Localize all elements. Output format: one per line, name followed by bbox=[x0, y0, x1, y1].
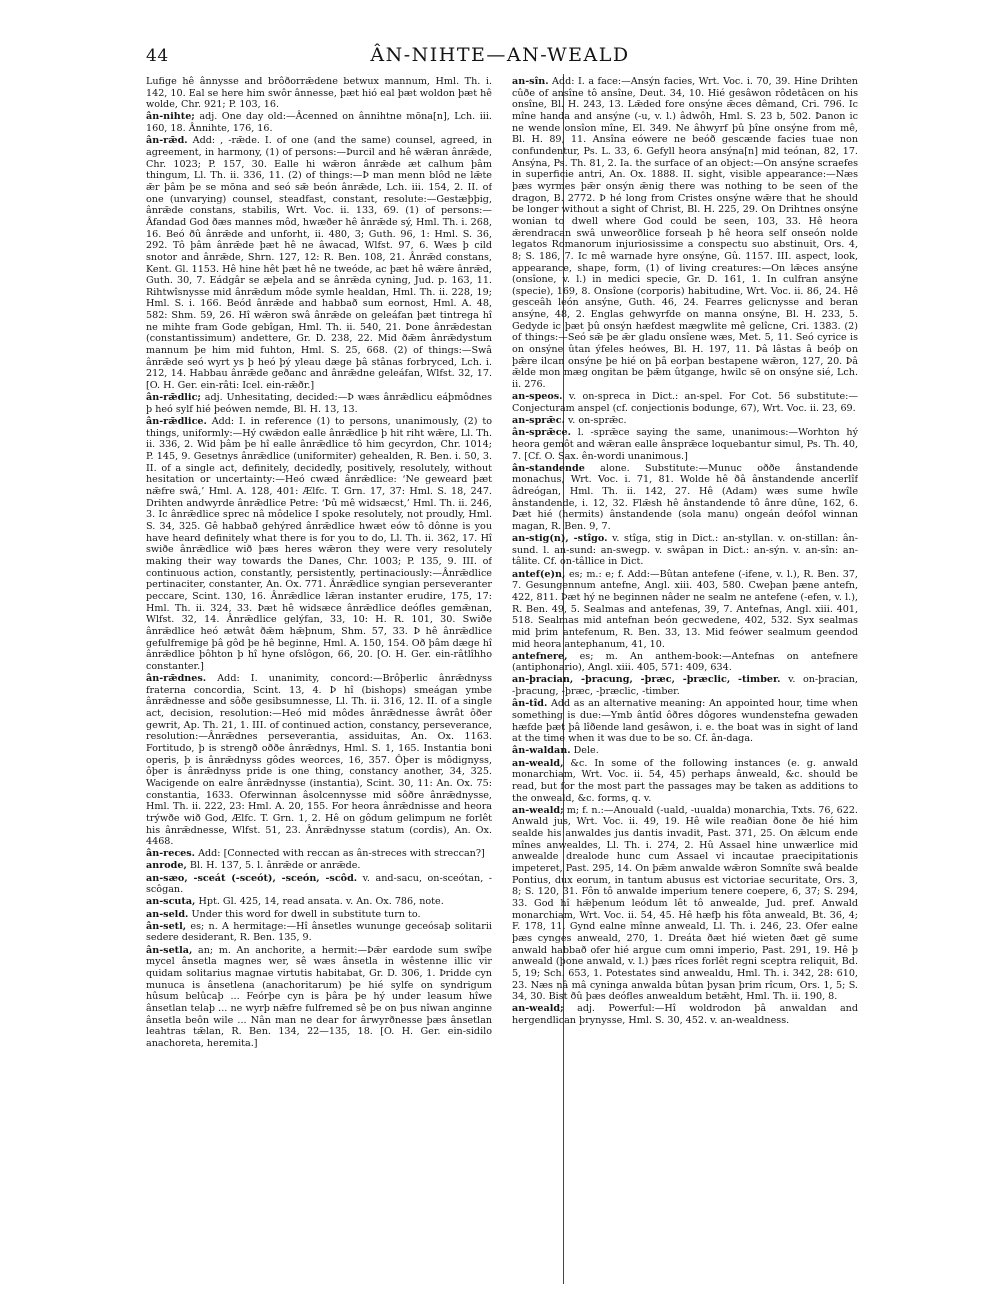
dictionary-entry bbox=[512, 1003, 858, 1026]
dictionary-entry bbox=[146, 860, 492, 872]
dictionary-entry bbox=[512, 569, 858, 651]
dictionary-entry bbox=[512, 76, 858, 391]
entry-text: Add as an alternative meaning: An appointed hour, time when something is due:—Ymb ântîd ôðres dôgores wundenstefna gewaden hæfde þæt þâ lîðende land gesâwon, i. e. the boat was in sight of land at the time when it was due to be so. Cf. ân-daga. bbox=[512, 698, 858, 745]
dictionary-entry bbox=[146, 896, 492, 908]
entry-headword: ân-tîd. bbox=[512, 698, 548, 710]
running-head: ÂN-NIHTE—AN-WEALD bbox=[370, 44, 630, 66]
dictionary-entry bbox=[146, 945, 492, 1050]
entry-headword: ân-standende bbox=[512, 462, 585, 474]
entry-text: v. stîga, stig in Dict.: an-styllan. v. on-stillan: ân-sund. l. an-sund: an-swegp. v. swâpan in Dict.: an-sýn. v. an-sîn: an-tâlite. Cf. on-tâllice in Dict. bbox=[512, 533, 858, 568]
entry-text: Add: I. unanimity, concord:—Brôþerlic ânrǣdnyss fraterna concordia, Scint. 13, 4. Þ hî (bishops) smeágan ymbe ânrǣdnesse and sôðe gesibsumnesse, Ll. Th. ii. 316, 12. II. of a single act, decision, resolution:—Heó mid môdes ânrǣdnesse âwrât ôðer gewrit, Ap. Th. 21, 1. III. of continued action, constancy, perseverance, resolution:—Ânrǣdnes perseverantia, assiduitas, An. Ox. 1163. Fortitudo, þ is strengð oððe ânrǣdnys, Hml. S. 1, 165. Instantia boni operis, þ is ânrǣdnyss gôdes weorces, 16, 357. Ôþer is môdignyss, ôþer is ânrǣdnyss pride is one thing, constancy another, 34, 325. Wacigende on ealre ânrǣdnysse (instantia), Scint. 30, 11: An. Ox. 75: constantia, 1633. Oferwinnan âsolcennysse mid sôðre ânrǣdnysse, Hml. Th. ii. 222, 23: Hml. A. 20, 155. For heora ânrǣdnisse and heora trýwðe wið God, Ælfc. T. Grn. 1, 2. Hê on gôdum gelimpum ne forlêt his ânrǣdnesse, Wlfst. 51, 23. Ânrǣdnysse statum (cordis), An. Ox. 4468. bbox=[146, 672, 492, 848]
dictionary-entry bbox=[512, 674, 858, 697]
columns bbox=[146, 76, 858, 1280]
page-number: 44 bbox=[146, 46, 169, 66]
entry-text: v. on-spreca in Dict.: an-spel. For Cot. 56 substitute:—Conjecturam anspel (cf. conjectionis bodunge, 67), Wrt. Voc. ii. 23, 69. bbox=[512, 391, 858, 414]
entry-headword: ân-sprǣce. bbox=[512, 427, 571, 439]
left-column bbox=[146, 76, 492, 1280]
dictionary-entry bbox=[146, 921, 492, 944]
dictionary-entry bbox=[146, 392, 492, 415]
dictionary-entry bbox=[512, 758, 858, 805]
entry-text: alone. Substitute:—Munuc oððe ânstandende monachus, Wrt. Voc. i. 71, 81. Wolde hê ðâ ânstandende ancerlîf âdreógan, Hml. Th. ii. 142, 27. Hê (Adam) wæs sume hwîle ânstandende, i. 12, 32. Flǣsh hê ânstandende tô ânre dûne, 162, 6. Þæt hié (hermits) ânstandende (sola manu) ongeán deófol winnan magan, R. Ben. 9, 7. bbox=[512, 462, 858, 532]
entry-text: Add: I. a face:—Ansýn facies, Wrt. Voc. i. 70, 39. Hine Drihten cûðe of ansîne tô ansîne, Deut. 34, 10. Hié gesâwon rôdetâcen on his onsîne, Bl. H. 243, 13. Lǣded fore onsýne ǣces dêmand, Cri. 796. Ic mîne handa and ansýne (-u, v. l.) âdwôh, Hml. S. 23 b, 502. Þanon ic ne wende onsîon mîne, El. 349. Ne âhwyrf þû þîne onsýne from mê, Bl. H. 89, 11. Ansîna eówere ne beóð gescænde facies tuae non confundentur, Ps. L. 33, 6. Gefyll heora ansýna[n] mid teónan, 82, 17. Ansýna, Ps. Th. 81, 2. Ia. the surface of an object:—On ansýne scraefes in superficie antri, An. Ox. 1888. II. sight, visible appearance:—Næs þæs wyrmes þǣr onsýn ǣnig there was nothing to be seen of the dragon, B. 2772. Þ hé long from Cristes onsýne wǣre that he should be longer without a sight of Christ, Bl. H. 225, 29. On Drihtnes onsýne wonian to dwell where God could be seen, 103, 33. Hê heora ǣrendracan swâ unweorðlice forseah þ hê heora self onseón nolde legatos Romanorum injuriosissime a conspectu suo abstinuit, Ors. 4, 8; S. 186, 7. Ic mê warnade hyre onsýne, Gû. 1157. III. aspect, look, appearance, shape, form, (1) of living creatures:—On lǣces ansýne (onsîone, v. l.) in medici specie, Gr. D. 161, 1. In culfran ansýne (specie), 169, 8. Onsîone (corporis) habitudine, Wrt. Voc. ii. 86, 24. Hê gesceâh león ansýne, Guth. 46, 24. Fearres gelicnysse and beran ansýne, 48, 2. Englas gehwyrfde on manna onsýne, Bl. H. 233, 5. Gedyde ic þæt þû onsýn hæfdest mægwlite mê gelîcne, Cri. 1383. (2) of things:—Seó sǣ þe ǣr gladu onsîene wæs, Met. 5, 11. Seó cyrice is on onsýne ûtan ýfeles heówes, Bl. H. 197, 11. Þâ lâstas â beóþ on þǣre ilcan onsýne þe hié on þâ eorþan bestapene wǣron, 127, 20. Þâ ǣlde mon mæg ongitan be þǣm ûtgange, hwilc sē on onsýne sié, Lch. ii. 276. bbox=[512, 76, 858, 391]
entry-headword: an-speos. bbox=[512, 391, 563, 403]
dictionary-entry bbox=[146, 111, 492, 134]
entry-text: an; m. An anchorite, a hermit:—Þǣr eardode sum swîþe mycel ânsetla magnes wer, sê wæs ânsetla in wêstenne illic vir quidam solitarius magnae virtutis habitabat, Gr. D. 306, 1. Þridde cyn munuca is ânsetlena (anachoritarum) þe hié sylfe on syndrigum hûsum belûcaþ ... Feórþe cyn is þâra þe hý under leasum hîwe ânsetlan telaþ ... ne wyrþ nǣfre fulfremed sê þe on þus nîwan anginne ânsetla beôn wile ... Nân man ne dear for ârwyrðnesse þæs ânsetlan leahtras tǣlan, R. Ben. 134, 22—135, 18. [O. H. Ger. ein-sidilo anachoreta, heremita.] bbox=[146, 944, 492, 1049]
entry-headword: ân-rǣdnes. bbox=[146, 672, 207, 684]
dictionary-entry bbox=[146, 909, 492, 921]
entry-headword: an-stig(n), -stîgo. bbox=[512, 533, 608, 545]
entry-headword: antef(e)n, bbox=[512, 568, 566, 580]
entry-text: adj. One day old:—Âcenned on ânnihtne mōna[n], Lch. iii. 160, 18. Ânnihte, 176, 16. bbox=[146, 111, 492, 135]
entry-text: es; m. An anthem-book:—Antefnas on antefnere (antiphonario), Angl. xiii. 405, 571: 409, 634. bbox=[512, 650, 858, 674]
entry-text: Bl. H. 137, 5. l. ânrǣde or anrǣde. bbox=[189, 860, 361, 872]
entry-text: Under this word for dwell in substitute turn to. bbox=[191, 908, 421, 920]
entry-text: adj. Unhesitating, decided:—Þ wæs ânrǣdlicu eáþmôdnes þ heó sylf hié þeówen nemde, Bl. H. 13, 13. bbox=[146, 392, 492, 415]
entry-text: Add: , -rǣde. I. of one (and the same) counsel, agreed, in agreement, in harmony, (1) of persons:—Þurcil and hê wǣran ânrǣde, Chr. 1023; P. 157, 30. Ealle hi wǣron ânrǣde æt calhum þâm thingum, Ll. Th. ii. 336, 11. (2) of things:—Þ man menn blôd ne lǣte ǣr þâm þe se mōna and seó sǣ beón ânrǣde, Lch. iii. 154, 2. II. of one (unvarying) counsel, steadfast, constant, resolute:—Gestæþþig, ânrǣde constans, stabilis, Wrt. Voc. ii. 133, 69. (1) of persons:—Âfandad God ðæs mannes môd, hwæðer hê ânrǣde sý, Hml. Th. i. 268, 16. Beó ðû ânrǣde and unforht, ii. 480, 3; Guth. 96, 1: Hml. S. 36, 292. Tô þâm ânrǣde þæt hê ne âwacad, Wlfst. 97, 6. Wæs þ cild snotor and ânrǣde, Shrn. 127, 12: R. Ben. 108, 21. Ânrǣd constans, Kent. Gl. 1153. Hê hine hêt þæt hê ne tweóde, ac þæt hê wǣre ânrǣd, Guth. 30, 7. Eádgâr se æþela and se ânrǣda cyning, Jud. p. 163, 11. Rihtwîsnysse mid ânrǣdum môde symle healdan, Hml. Th. ii. 228, 19; Hml. S. i. 166. Beód ânrǣde and habbað sum eornost, Hml. A. 48, 582: Shm. 59, 26. Hî wǣron swâ ânrǣde on geleáfan þæt tintrega hî ne mihte fram Gode gebîgan, Hml. Th. ii. 540, 21. Þone ânrǣdestan (constantissimum) andettere, Gr. D. 238, 22. Mid ðǣm ânrǣdystum mannum þe him mid fuhton, Hml. S. 25, 668. (2) of things:—Swâ ânrǣde seó wyrt ys þ heó þý yleau dæge þâ stânas forbryced, Lch. i. 212, 14. Habbau ânrǣde geðanc and ânrǣdne geleáfan, Wlfst. 32, 17. [O. H. Ger. ein-râti: Icel. ein-rǣðr.] bbox=[146, 135, 492, 392]
dictionary-entry bbox=[512, 463, 858, 533]
entry-headword: an-seld. bbox=[146, 908, 189, 920]
entry-headword: an-weald; bbox=[512, 1003, 564, 1015]
entry-headword: ân-rǣd. bbox=[146, 135, 188, 147]
entry-text: &c. In some of the following instances (e. g. anwald monarchiam, Wrt. Voc. ii. 54, 45) perhaps ânweald, &c. should be read, but for the most part the passages may be taken as additions to the onweald, &c. forms, q. v. bbox=[512, 757, 858, 804]
entry-headword: an-weald; bbox=[512, 804, 564, 816]
entry-text: Hpt. Gl. 425, 14, read ansata. v. An. Ox. 786, note. bbox=[198, 896, 444, 908]
dictionary-entry bbox=[146, 135, 492, 391]
entry-headword: antefnere, bbox=[512, 650, 568, 662]
entry-headword: anrode, bbox=[146, 860, 187, 872]
entry-headword: ân-rǣdlice. bbox=[146, 416, 207, 428]
entry-headword: ân-setla, bbox=[146, 944, 193, 956]
entry-headword: ân-reces. bbox=[146, 848, 196, 860]
entry-headword: ân-nihte; bbox=[146, 111, 195, 123]
entry-text: l. -sprǣce saying the same, unanimous:—Worhton hý heora gemôt and wǣran ealle ânsprǣce loquebantur simul, Ps. Th. 40, 7. [Cf. O. Sax. ên-wordi unanimous.] bbox=[512, 427, 858, 462]
dictionary-entry bbox=[512, 651, 858, 674]
entry-headword: an-sæo, -sceát (-sceót), -sceón, -scôd. bbox=[146, 872, 358, 884]
entry-headword: an-scuta, bbox=[146, 896, 196, 908]
entry-headword: an-sîn. bbox=[512, 76, 549, 87]
entry-headword: ân-waldan. bbox=[512, 745, 571, 757]
right-column bbox=[512, 76, 858, 1280]
dictionary-entry bbox=[146, 848, 492, 860]
dictionary-entry bbox=[512, 698, 858, 745]
entry-headword: ân-setl, bbox=[146, 920, 187, 932]
entry-text: Lufige hê ânnysse and brôðorrǣdene betwux mannum, Hml. Th. i. 142, 10. Eal se here him swôr ânnesse, þæt hió eal þæt woldon þæt hê wolde, Chr. 921; P. 103, 16. bbox=[146, 76, 492, 111]
entry-headword: an-þracian, -þracung, -þræc, -þræclic, -timber. bbox=[512, 674, 781, 686]
entry-text: Add: I. in reference (1) to persons, unanimously, (2) to things, uniformly:—Hý cwǣdon ealle ânrǣdlice þ hit riht wǣre, Ll. Th. ii. 336, 2. Wid þâm þe hî ealle ânrǣdlice tô him gecyrdon, Chr. 1014; P. 145, 9. Gesetnys ânrǣdlice (uniformiter) gehealden, R. Ben. i. 50, 3. II. of a single act, definitely, decidedly, positively, resolutely, without hesitation or uncertainty:—Heó cwæd ânrǣdlice: ‘Ne geweard þæt nǣfre swâ,’ Hml. A. 128, 401: Ælfc. T. Grn. 17, 37: Hml. S. 18, 247. Drihten andwyrde ânrǣdlice Petre: ‘Þû mê widsæcst,’ Hml. Th. ii. 246, 3. Ic ânrǣdlice sprec nâ môdelice I spoke resolutely, not proudly, Hml. S. 34, 325. Gê habbað gehýred ânrǣdlice hwæt eów tô dônne is you have heard definitely what there is for you to do, Ll. Th. ii. 362, 17. Hî swiðe ânrǣdlice wið þæs heres wǣron they were very resolutely making their way towards the Danes, Chr. 1003; P. 135, 9. III. of continuous action, constantly, persistently, pertinaciously:—Ânrǣdlice pertinaciter, constanter, An. Ox. 771. Ânrǣdlice syngian perseveranter peccare, Scint. 130, 16. Ânrǣdlice lǣran instanter erudire, 175, 17: Hml. Th. ii. 324, 33. Þæt hê widsæce ânrǣdlice deófles gemǣnan, Wlfst. 32, 14. Ânrǣdlice gelýfan, 33, 10: H. R. 101, 30. Swiðe ânrǣdlice heó ætwât ðǣm hǣþnum, Shm. 57, 33. Þ hê ânrǣdlice gefulfremige þâ gôd þe hê beginne, Hml. A. 150, 154. Oð þâm dæge hî ânrǣdlice þôhton þ hî hyne ofslôgon, 66, 20. [O. H. Ger. ein-râtlîhho constanter.] bbox=[146, 416, 492, 672]
dictionary-entry bbox=[512, 391, 858, 414]
entry-headword: an-weald, bbox=[512, 757, 564, 769]
entry-text: v. and-sacu, on-sceótan, -scôgan. bbox=[146, 872, 492, 896]
entry-text: v. on-sprǣc. bbox=[567, 415, 627, 427]
entry-text: es; m.: e; f. Add:—Bûtan antefene (-ifene, v. l.), R. Ben. 37, 7. Gesungennum antefne, Angl. xiii. 403, 580. Cweþan þæne antefn, 422, 811. Þæt hý ne beginnen nâder ne sealm ne antefene (-efen, v. l.), R. Ben. 49, 5. Sealmas and antefenas, 39, 7. Antefnas, Angl. xiii. 401, 518. Sealmas mid antefnan beón gecwedene, 402, 532. Syx sealmas mid þrim antefenum, R. Ben. 33, 13. Mid feówer sealmum geendod mid heora antephanum, 41, 10. bbox=[512, 568, 858, 650]
entry-text: adj. Powerful:—Hî woldrodon þâ anwaldan and hergendlican þrynysse, Hml. S. 30, 452. v. an-wealdness. bbox=[512, 1003, 858, 1026]
dictionary-entry bbox=[146, 873, 492, 896]
entry-headword: ân-rǣdlic; bbox=[146, 392, 201, 404]
dictionary-entry bbox=[512, 805, 858, 1003]
dictionary-entry bbox=[146, 673, 492, 848]
entry-text: v. on-þracian, -þracung, -þræc, -þræclic, -timber. bbox=[512, 674, 858, 698]
dictionary-entry bbox=[512, 427, 858, 462]
dictionary-entry bbox=[146, 416, 492, 672]
entry-headword: an-sprǣc. bbox=[512, 415, 565, 427]
dictionary-entry bbox=[512, 533, 858, 568]
dictionary-entry bbox=[512, 415, 858, 427]
entry-text: Dele. bbox=[573, 745, 599, 757]
entry-text: es; n. A hermitage:—Hî ânsetles wununge geceósaþ solitarii sedere desiderant, R. Ben. 135, 9. bbox=[146, 920, 492, 944]
entry-text: Add: [Connected with reccan as ân-streces with streccan?] bbox=[198, 848, 485, 860]
dictionary-entry bbox=[512, 745, 858, 757]
entry-text: m; f. n.:—Anouald (-uald, -uualda) monarchia, Txts. 76, 622. Anwald jus, Wrt. Voc. ii. 49, 19. Hê wile reaðian ðone ðe hié him sealde his anwaldes jus dantis invadit, Past. 371, 25. On ǣlcum ende mînes anwealdes, Ll. Th. i. 274, 2. Hû Assael hine unwærlice mid anwealde drealode hunc cum Assael vi incautae praecipitationis impeteret, Past. 295, 14. On þǣm anwalde wǣron Somnîte swâ bealde Pontius, dux eorum, in tantum abusus est victoriae securitate, Ors. 3, 8; S. 120, 31. Fôn tô anwalde imperium tenere coepere, 6, 37; S. 294, 33. God hî hǣþenum leódum lêt tô anwealde, Jud. pref. Anwald monarchiam, Wrt. Voc. ii. 54, 45. Hê hæfþ his fôta anweald, Bt. 36, 4; F. 178, 11. Gynd ealne mînne anweald, Ll. Th. i. 246, 23. Ofer ealne þæs cynges anweald, 270, 1. Dreáta ðæt hié wieten ðæt gē sume anwald habbað ofer hié argue cum omni imperio, Past. 291, 19. Hê þ anweald (þone anwald, v. l.) þæs rîces forlêt regni sceptra reliquit, Bd. 5, 19; Sch. 653, 1. Potestates sind anwealdu, Hml. Th. i. 342, 28: 610, 23. Næs nâ mâ cyninga anwalda bûtan þysan þrim rîcum, Ors. 1, 5; S. 34, 30. Bist ðû þæs deófles anwealdum betǣht, Hml. Th. ii. 190, 8. bbox=[512, 804, 858, 1003]
dictionary-entry bbox=[146, 76, 492, 111]
